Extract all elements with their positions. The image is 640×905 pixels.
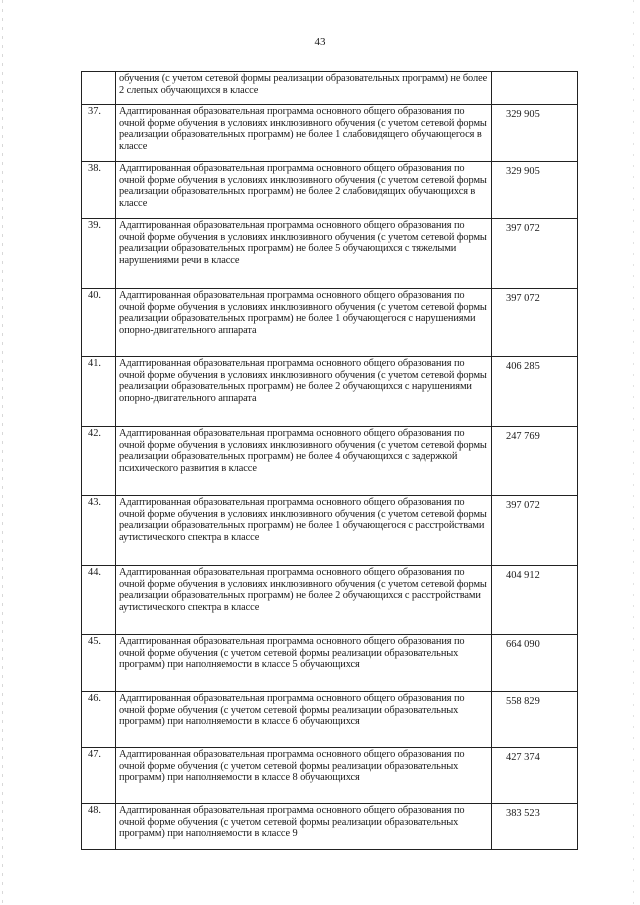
table-row bbox=[82, 219, 578, 289]
cost-value: 397 072 bbox=[492, 289, 578, 357]
cost-value: 383 523 bbox=[492, 804, 578, 850]
cost-value bbox=[492, 72, 578, 105]
cost-value: 397 072 bbox=[492, 219, 578, 289]
table-row bbox=[82, 635, 578, 692]
row-number: 45. bbox=[82, 635, 116, 692]
cost-value: 329 905 bbox=[492, 162, 578, 219]
program-description: Адаптированная образовательная программа основного общего образования по очной форме обучения в условиях инклюзивного обучения (с учетом сетевой формы реализации образовательных программ) не более 5 обучающихся с тяжелыми нарушениями речи в классе bbox=[116, 219, 492, 289]
table-row bbox=[82, 496, 578, 566]
page-number: 43 bbox=[314, 36, 326, 48]
cost-value: 247 769 bbox=[492, 427, 578, 496]
cost-value: 404 912 bbox=[492, 566, 578, 635]
table-row bbox=[82, 289, 578, 357]
table-row bbox=[82, 72, 578, 105]
row-number: 44. bbox=[82, 566, 116, 635]
program-description: обучения (с учетом сетевой формы реализации образовательных программ) не более 2 слепых обучающихся в классе bbox=[116, 72, 492, 105]
cost-value: 406 285 bbox=[492, 357, 578, 427]
table-row bbox=[82, 427, 578, 496]
program-description: Адаптированная образовательная программа основного общего образования по очной форме обучения (с учетом сетевой формы реализации образовательных программ) при наполняемости в классе 6 обучающихся bbox=[116, 692, 492, 748]
program-description: Адаптированная образовательная программа основного общего образования по очной форме обучения (с учетом сетевой формы реализации образовательных программ) при наполняемости в классе 8 обучающихся bbox=[116, 748, 492, 804]
table-row bbox=[82, 162, 578, 219]
table-row bbox=[82, 804, 578, 850]
scan-edge-right bbox=[633, 0, 634, 905]
program-description: Адаптированная образовательная программа основного общего образования по очной форме обучения в условиях инклюзивного обучения (с учетом сетевой формы реализации образовательных программ) не более 1 слабовидящего обучающегося в классе bbox=[116, 105, 492, 162]
row-number: 41. bbox=[82, 357, 116, 427]
program-description: Адаптированная образовательная программа основного общего образования по очной форме обучения в условиях инклюзивного обучения (с учетом сетевой формы реализации образовательных программ) не более 2 обучающихся с нарушениями опорно-двигательного аппарата bbox=[116, 357, 492, 427]
cost-value: 664 090 bbox=[492, 635, 578, 692]
cost-value: 427 374 bbox=[492, 748, 578, 804]
row-number: 42. bbox=[82, 427, 116, 496]
row-number: 46. bbox=[82, 692, 116, 748]
table-row bbox=[82, 105, 578, 162]
row-number: 37. bbox=[82, 105, 116, 162]
table-row bbox=[82, 748, 578, 804]
cost-value: 558 829 bbox=[492, 692, 578, 748]
program-description: Адаптированная образовательная программа основного общего образования по очной форме обучения (с учетом сетевой формы реализации образовательных программ) при наполняемости в классе 9 bbox=[116, 804, 492, 850]
row-number bbox=[82, 72, 116, 105]
program-description: Адаптированная образовательная программа основного общего образования по очной форме обучения в условиях инклюзивного обучения (с учетом сетевой формы реализации образовательных программ) не более 2 обучающихся с расстройствами аутистического спектра в классе bbox=[116, 566, 492, 635]
program-description: Адаптированная образовательная программа основного общего образования по очной форме обучения в условиях инклюзивного обучения (с учетом сетевой формы реализации образовательных программ) не более 1 обучающегося с нарушениями опорно-двигательного аппарата bbox=[116, 289, 492, 357]
cost-value: 397 072 bbox=[492, 496, 578, 566]
program-description: Адаптированная образовательная программа основного общего образования по очной форме обучения (с учетом сетевой формы реализации образовательных программ) при наполняемости в классе 5 обучающихся bbox=[116, 635, 492, 692]
row-number: 39. bbox=[82, 219, 116, 289]
table-row bbox=[82, 566, 578, 635]
row-number: 47. bbox=[82, 748, 116, 804]
program-description: Адаптированная образовательная программа основного общего образования по очной форме обучения в условиях инклюзивного обучения (с учетом сетевой формы реализации образовательных программ) не более 4 обучающихся с задержкой психического развития в классе bbox=[116, 427, 492, 496]
row-number: 40. bbox=[82, 289, 116, 357]
scan-edge-left bbox=[2, 0, 3, 905]
row-number: 38. bbox=[82, 162, 116, 219]
row-number: 43. bbox=[82, 496, 116, 566]
program-description: Адаптированная образовательная программа основного общего образования по очной форме обучения в условиях инклюзивного обучения (с учетом сетевой формы реализации образовательных программ) не более 1 обучающегося с расстройствами аутистического спектра в классе bbox=[116, 496, 492, 566]
table-row bbox=[82, 692, 578, 748]
table-row bbox=[82, 357, 578, 427]
row-number: 48. bbox=[82, 804, 116, 850]
funding-table bbox=[81, 71, 578, 850]
cost-value: 329 905 bbox=[492, 105, 578, 162]
program-description: Адаптированная образовательная программа основного общего образования по очной форме обучения в условиях инклюзивного обучения (с учетом сетевой формы реализации образовательных программ) не более 2 слабовидящих обучающихся в классе bbox=[116, 162, 492, 219]
